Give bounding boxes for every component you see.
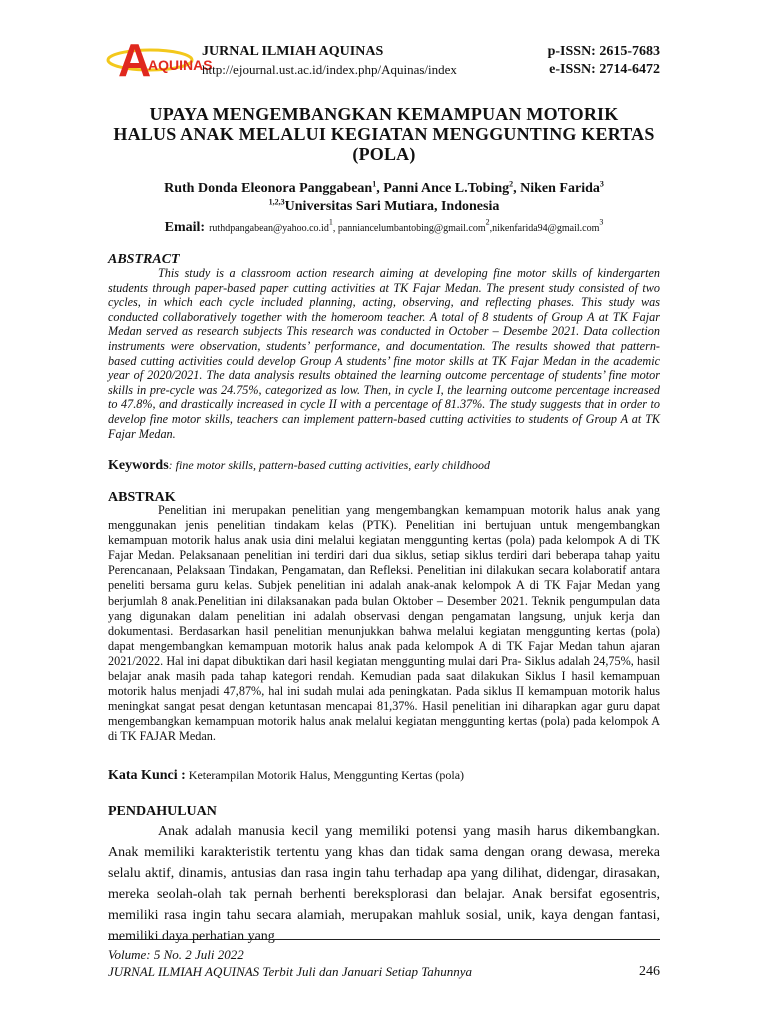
author-separator: , [376, 181, 384, 196]
page-number: 246 [639, 964, 660, 979]
affiliation [108, 198, 660, 216]
kata-kunci-label: Kata Kunci : [108, 768, 186, 783]
keywords-text: fine motor skills, pattern-based cutting activities, early childhood [172, 458, 490, 472]
affiliation-name: Universitas Sari Mutiara, Indonesia [284, 199, 500, 214]
keywords-label: Keywords [108, 458, 169, 473]
email-3[interactable]: nikenfarida94@gmail.com [492, 223, 600, 234]
logo-letter-a: A [118, 34, 152, 86]
email-2[interactable]: panniancelumbantobing@gmail.com [337, 223, 486, 234]
abstract-heading: ABSTRACT [108, 252, 180, 267]
footer-journal: JURNAL ILMIAH AQUINAS Terbit Juli dan Januari Setiap Tahunnya [108, 964, 472, 979]
author-separator: , [513, 181, 521, 196]
footer-volume: Volume: 5 No. 2 Juli 2022 [108, 947, 244, 962]
author-1: Ruth Donda Eleonora Panggabean [164, 181, 373, 196]
keywords-line [108, 458, 660, 474]
email-label: Email: [164, 220, 206, 235]
author-list [108, 180, 660, 198]
author-1-affil: 1 [372, 179, 377, 189]
footer-divider [108, 939, 660, 940]
aquinas-logo [104, 30, 213, 86]
journal-header [104, 30, 660, 86]
title-line-3: (POLA) [352, 144, 416, 164]
abstrak-heading: ABSTRAK [108, 490, 176, 505]
author-2: Panni Ance L.Tobing [383, 181, 510, 196]
journal-name: JURNAL ILMIAH AQUINAS [202, 44, 384, 59]
p-issn: p-ISSN: 2615-7683 [547, 44, 660, 59]
email-separator: , [489, 223, 493, 234]
title-line-2: HALUS ANAK MELALUI KEGIATAN MENGGUNTING KERTAS [113, 124, 655, 144]
pendahuluan-heading: PENDAHULUAN [108, 804, 217, 819]
e-issn: e-ISSN: 2714-6472 [549, 62, 660, 77]
author-3: Niken Farida [520, 181, 600, 196]
abstrak-body: Penelitian ini merupakan penelitian yang mengembangkan kemampuan motorik halus anak yang menggunakan jenis penelitian tindakam kelas (PTK). Penelitian ini bertujuan untuk mengembangkan kemampuan motorik halus anak usia dini melalui kegiatan menggunting kertas (pola) pada kelompok A di TK Fajar Medan. Pelaksanaan penelitian ini terdiri dari dua siklus, setiap siklus terdiri dari beberapa tahap yaitu Perencanaan, Pelaksaan Tindakan, Pengamatan, dan Refleksi. Penelitian ini dilakukan secara kolaboratif antara peneliti bersama guru kelas. Subjek penelitian ini adalah anak-anak kelompok A di TK Fajar Medan yang berjumlah 8 anak.Penelitian ini dilaksanakan pada bulan Oktober – Desember 2021. Teknik pengumpulan data yang digunakan dalam penelitian ini adalah observasi dengan pengamatan langsung, unjuk kerja dan dokumentasi. Berdasarkan hasil penelitian menunjukkan bahwa melalui kegiatan menggunting kertas (pola) dapat mengembangkan kemampuan motorik halus anak pada kelompok A di TK Fajar Medan tahun ajaran 2021/2022. Hal ini dapat dibuktikan dari hasil kegiatan menggunting mulai dari Pra- Siklus adalah 24,75%, hasil belajar anak masih pada tahap kategori rendah. Kemudian pada saat dilakukan Siklus I hasil kemampuan motorik halus menjadi 47,87%, hal ini sudah mulai ada peningkatan. Pada siklus II kemampuan motorik halus meningkat sangat pesat dengan ketuntasan mencapai 81,37%. Hasil penelitian ini diharapkan agar guru dapat mengembangkan kemampuan motorik halus anak melalui kegiatan menggunting kertas (pola) pada kelompok A di TK FAJAR Medan. [108, 503, 660, 744]
email-separator: , [332, 223, 338, 234]
email-1[interactable]: ruthdpangabean@yahoo.co.id [209, 223, 329, 234]
title-line-1: UPAYA MENGEMBANGKAN KEMAMPUAN MOTORIK [149, 104, 619, 124]
logo-wordmark: AQUINAS [148, 57, 213, 73]
email-2-marker: 2 [485, 217, 490, 227]
journal-url[interactable]: http://ejournal.ust.ac.id/index.php/Aquinas/index [202, 62, 457, 77]
email-line [108, 216, 660, 240]
author-3-affil: 3 [599, 179, 604, 189]
keywords-colon: : [168, 458, 173, 472]
kata-kunci-text: Keterampilan Motorik Halus, Menggunting Kertas (pola) [185, 768, 465, 782]
author-2-affil: 2 [509, 179, 514, 189]
email-3-marker: 3 [599, 217, 604, 227]
abstract-body: This study is a classroom action research aiming at developing fine motor skills of kindergarten students through paper-based paper cutting activities at TK Fajar Medan. The present study consisted of two cycles, in which each cycle included planning, acting, observing, and reflecting phases. This study was conducted collaboratively together with the homeroom teacher. A total of 8 students of Group A at TK Fajar Medan served as research subjects This research was conducted in October – Desembe 2021. Data collection instruments were observation, students’ performance, and documentation. The results showed that pattern- based cutting activities could develop Group A students’ fine motor skills at TK Fajar Medan in the academic year of 2020/2021. The data analysis results obtained the learning outcome percentage of students’ fine motor skills in pre-cycle was 24.75%, categorized as low. Then, in cycle I, the learning outcome percentage increased to 47.8%, and drastically increased in cycle II with a percentage of 81.37%. The study suggests that in order to develop fine motor skills, teachers can implement pattern-based cutting activities to students of Group A at TK Fajar Medan. [108, 266, 660, 441]
paper-title [108, 104, 660, 164]
kata-kunci-line [108, 768, 660, 784]
email-1-marker: 1 [328, 217, 333, 227]
affiliation-marker: 1,2,3 [268, 197, 285, 207]
pendahuluan-body: Anak adalah manusia kecil yang memiliki potensi yang masih harus dikembangkan. Anak memiliki karakteristik tertentu yang khas dan tidak sama dengan orang dewasa, mereka selalu aktif, dinamis, antusias dan rasa ingin tahu terhadap apa yang dilihat, didengar, dirasakan, mereka seolah-olah tak pernah berhenti bereksplorasi dan belajar. Anak bersifat egosentris, memiliki rasa ingin tahu secara alamiah, merupakan mahluk sosial, unik, kaya dengan fantasi, memiliki daya perhatian yang [108, 824, 660, 944]
